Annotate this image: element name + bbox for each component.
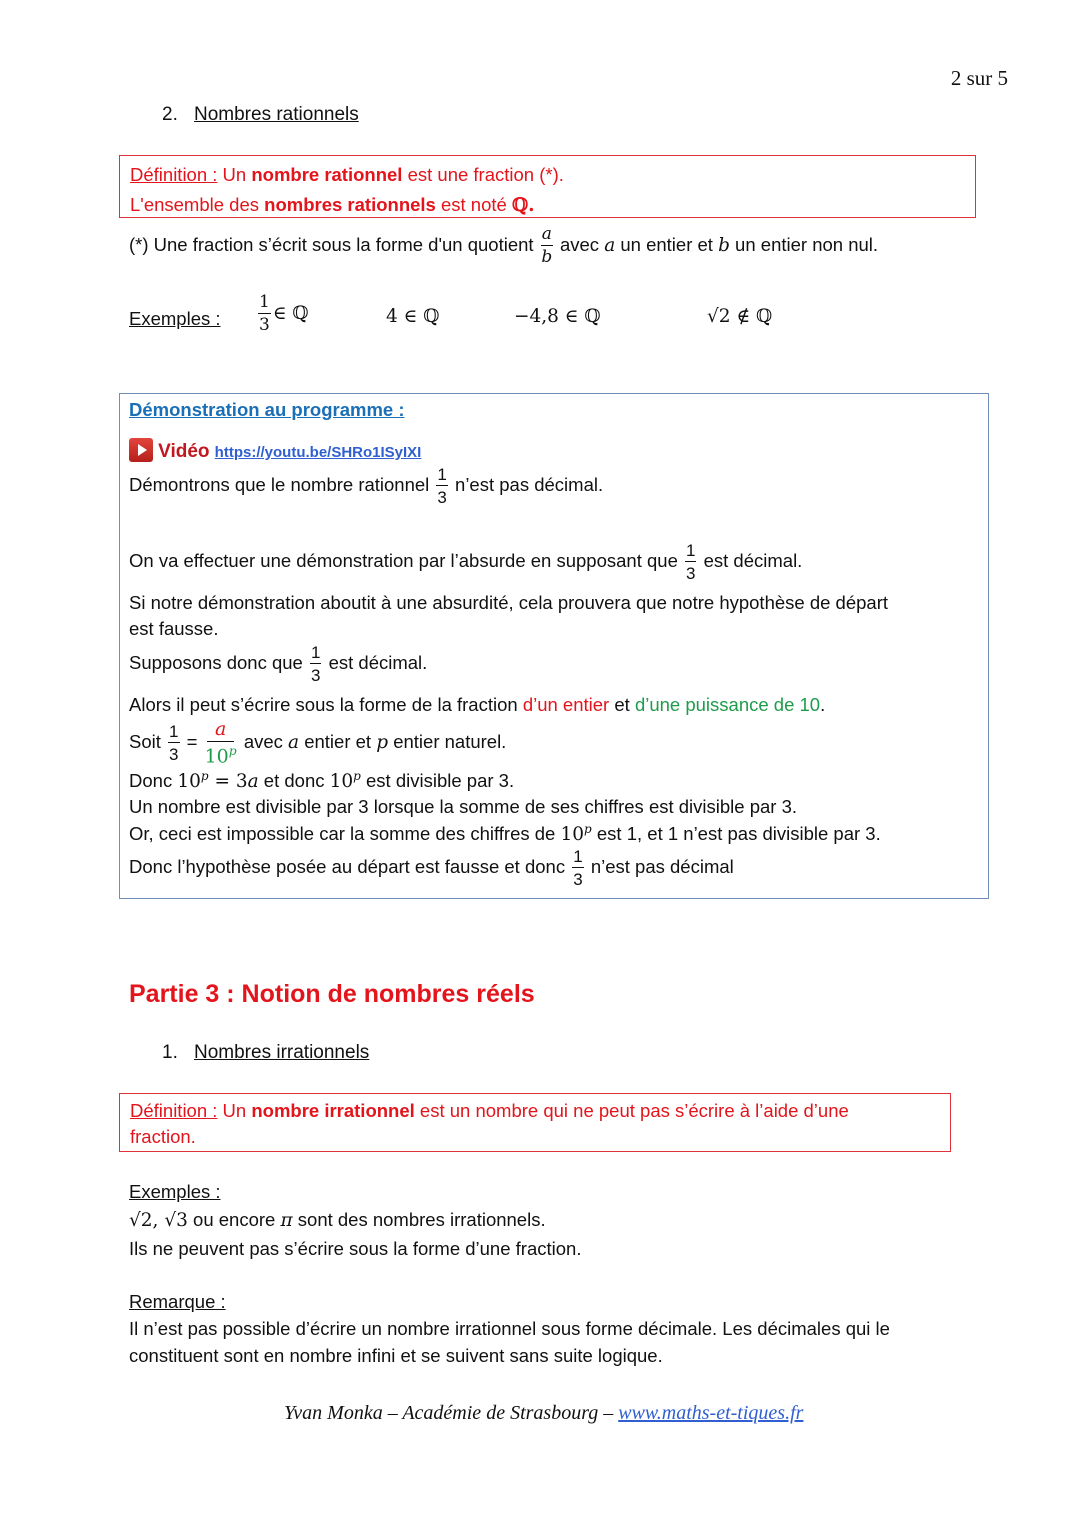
math-exp-p: p: [584, 822, 592, 836]
examples-label-irrationnels: Exemples :: [129, 1181, 221, 1202]
fraction-one-third: $\frac{1}{3}$: [573, 847, 583, 889]
definition-term: nombre irrationnel: [251, 1100, 415, 1121]
demo-text: On va effectuer une démonstration par l’absurde en supposant que: [129, 549, 683, 571]
example-minus-4-8: −4,8 ∈ ℚ: [514, 306, 601, 327]
demo-title: Démonstration au programme :: [129, 399, 405, 420]
demo-absurd: [129, 542, 802, 582]
section-number: 2.: [162, 104, 178, 125]
demo-soit: [129, 720, 506, 766]
sqrt-examples: √2, √3: [129, 1210, 188, 1231]
definition-box-rationnel: [119, 155, 976, 218]
demo-text: Supposons donc que: [129, 651, 308, 673]
example-relation: ∈ ℚ: [272, 303, 309, 324]
math-10: 10: [177, 771, 201, 793]
demo-text: et: [609, 694, 635, 715]
math-10: 10: [329, 771, 354, 793]
definition-label: Définition :: [130, 1100, 218, 1121]
note-text: (*) Une fraction s’écrit sous la forme d'un quotient: [129, 233, 539, 255]
note-text: un entier et: [615, 233, 719, 255]
var-a: a: [288, 732, 300, 754]
definition-text: L'ensemble des: [130, 194, 265, 215]
demo-text: entier naturel.: [388, 731, 507, 753]
definition-label: Définition :: [130, 164, 218, 185]
demo-text: Démontrons que le nombre rationnel: [129, 473, 435, 495]
frac-num: 1: [259, 292, 270, 312]
section-number: 1.: [162, 1042, 178, 1063]
video-label: Vidéo: [158, 441, 210, 462]
demo-or: [129, 822, 881, 845]
partie-3-title: Partie 3 : Notion de nombres réels: [129, 980, 535, 1008]
section-title: Nombres rationnels: [194, 104, 359, 125]
fraction-a-over-10p: $\frac{a}{10^p}$: [204, 718, 237, 768]
fraction-one-third: $\frac{1}{3}$: [169, 722, 179, 765]
math-10: 10: [560, 824, 585, 846]
demo-if-line1: Si notre démonstration aboutit à une absurdité, cela prouvera que notre hypothèse de départ: [129, 592, 889, 613]
video-link[interactable]: https://youtu.be/SHRo1ISyIXI: [214, 444, 422, 461]
video-row: [129, 438, 421, 463]
definition-text: Un: [217, 1100, 252, 1121]
definition-text: est un nombre qui ne peut pas s’écrire à l’aide d’une: [414, 1100, 849, 1121]
equals-sign: =: [181, 731, 203, 753]
var-b: b: [718, 234, 730, 256]
remarque-line1: Il n’est pas possible d’écrire un nombre irrationnel sous forme décimale. Les décimales qui le: [129, 1318, 890, 1339]
note-text: avec: [554, 233, 605, 255]
definition-text: est une fraction (*).: [402, 164, 564, 185]
demo-text: est décimal.: [698, 549, 803, 571]
demo-if-line2: est fausse.: [129, 618, 219, 639]
section-title: Nombres irrationnels: [194, 1042, 370, 1063]
math-exp-p: p: [200, 769, 209, 783]
demo-text: Alors il peut s’écrire sous la forme de la fraction: [129, 694, 523, 715]
examples-irrationnels-line2: Ils ne peuvent pas s’écrire sous la forme d’une fraction.: [129, 1238, 582, 1259]
highlight-entier: d’un entier: [522, 694, 610, 715]
definition-term: nombres rationnels: [264, 194, 436, 215]
example-sqrt2: √2 ∉ ℚ: [707, 306, 773, 327]
var-p: p: [376, 732, 389, 754]
demo-conclusion: [129, 848, 734, 888]
demo-text: entier et: [299, 731, 377, 753]
demo-text: n’est pas décimal: [585, 855, 734, 877]
var-a: a: [247, 771, 259, 793]
highlight-puissance: d’une puissance de 10: [634, 694, 821, 715]
demo-text: Donc l’hypothèse posée au départ est fausse et donc: [129, 855, 571, 877]
example-one-third: [256, 294, 309, 334]
video-play-icon[interactable]: [129, 438, 153, 462]
definition-text: fraction.: [130, 1126, 196, 1147]
demo-text: est divisible par 3.: [360, 770, 515, 792]
pi-symbol: π: [280, 1210, 293, 1231]
example-text: ou encore: [187, 1209, 281, 1230]
demo-rule: Un nombre est divisible par 3 lorsque la somme de ses chiffres est divisible par 3.: [129, 796, 798, 817]
var-a: a: [604, 234, 616, 256]
fraction-note: [129, 226, 878, 266]
definition-term: nombre rationnel: [251, 164, 403, 185]
definition-text: Un: [217, 164, 252, 185]
demo-text: et donc: [258, 770, 330, 792]
fraction-one-third: $\frac{1}{3}$: [310, 643, 321, 685]
definition-box-irrationnel: [119, 1093, 951, 1152]
page-number: 2 sur 5: [950, 66, 1008, 90]
definition-text: est noté: [435, 194, 512, 215]
footer-author: Yvan Monka – Académie de Strasbourg –: [284, 1402, 619, 1424]
den-base: 10: [204, 745, 229, 768]
note-text: un entier non nul.: [729, 233, 879, 255]
demo-text: Donc: [129, 770, 178, 792]
footer: [284, 1402, 803, 1425]
demo-text: Soit: [129, 731, 167, 753]
demo-text: n’est pas décimal.: [449, 473, 604, 495]
math-exp-p: p: [353, 769, 361, 783]
footer-website-link[interactable]: www.maths-et-tiques.fr: [618, 1402, 804, 1424]
demo-alors: [129, 694, 825, 716]
demo-text: .: [820, 694, 826, 715]
examples-label: Exemples :: [129, 308, 221, 329]
fraction-one-third: $\frac{1}{3}$: [437, 465, 447, 507]
examples-irrationnels-line1: [129, 1209, 546, 1231]
den-exp: p: [228, 744, 237, 758]
demo-text: est décimal.: [323, 651, 428, 673]
demo-text: avec: [238, 731, 289, 753]
fraction-one-third: $\frac{1}{3}$: [686, 541, 696, 583]
math-rhs: = 3: [208, 771, 248, 793]
demo-intro: [129, 466, 603, 506]
section-heading-rationnels: [162, 104, 359, 126]
fraction-a-over-b: $\frac{a}{b}$: [541, 224, 553, 267]
example-four: 4 ∈ ℚ: [386, 306, 440, 327]
demo-text: est 1, et 1 n’est pas divisible par 3.: [591, 823, 881, 845]
section-heading-irrationnels: [162, 1042, 369, 1064]
set-symbol-q: ℚ.: [511, 195, 535, 216]
remarque-line2: constituent sont en nombre infini et se suivent sans suite logique.: [129, 1345, 663, 1366]
frac-den: 3: [259, 315, 270, 335]
example-text: sont des nombres irrationnels.: [292, 1209, 546, 1230]
demo-suppose: [129, 644, 427, 684]
demo-text: Or, ceci est impossible car la somme des chiffres de: [129, 823, 561, 845]
demo-donc1: [129, 769, 514, 792]
remarque-label: Remarque :: [129, 1291, 226, 1312]
